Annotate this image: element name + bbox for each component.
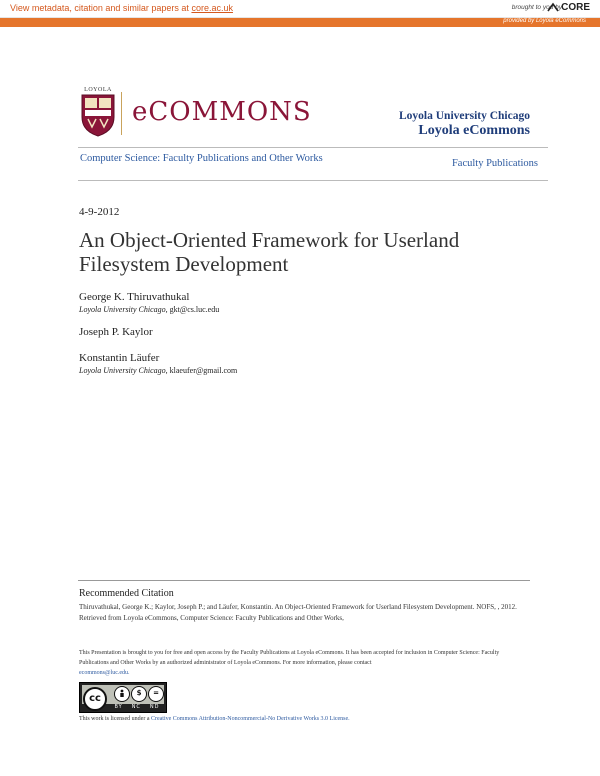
person-icon (116, 688, 128, 700)
collections-bar (78, 147, 548, 181)
brought-by-text: brought to you by (511, 4, 562, 11)
contact-email-link[interactable]: ecommons@luc.edu. (79, 670, 130, 676)
citation-divider (78, 580, 530, 581)
author-email: , gkt@cs.luc.edu (165, 305, 220, 314)
author-email: , klaeufer@gmail.com (165, 366, 238, 375)
author-name: George K. Thiruvathukal (79, 291, 190, 303)
access-notice: This Presentation is brought to you for free and open access by the Faculty Publications at Loyola eCommons. It has been accepted for inclusion in Computer Science: Faculty Publications and Other Works by an authorized administrator of Loyola eCommons. For more information, please contact ecommons@luc.edu. (79, 650, 500, 676)
core-domain-link[interactable]: core.ac.uk (191, 3, 233, 13)
author-name: Konstantin Läufer (79, 352, 160, 364)
collection-link[interactable]: Computer Science: Faculty Publications and Other Works (80, 153, 323, 164)
loyola-shield-icon[interactable] (80, 93, 116, 137)
noderivatives-icon: = (148, 686, 164, 702)
author-name: Joseph P. Kaylor (79, 326, 153, 338)
cc-icon: cc (83, 687, 107, 711)
core-icon (547, 2, 559, 12)
citation-heading: Recommended Citation (79, 588, 174, 599)
publication-date: 4-9-2012 (79, 206, 120, 218)
core-logo[interactable] (547, 2, 590, 13)
author-affiliation: Loyola University Chicago, gkt@cs.luc.edu (79, 305, 220, 314)
author-affiliation: Loyola University Chicago, klaeufer@gmail.com (79, 366, 238, 375)
attribution-icon (114, 686, 130, 702)
core-metadata-link[interactable]: View metadata, citation and similar papers at core.ac.uk (10, 3, 233, 13)
cc-badge-labels: BY NC ND (114, 704, 160, 710)
citation-text: Thiruvathukal, George K.; Kaylor, Joseph P.; and Läufer, Konstantin. An Object-Oriented Framework for Userland Filesystem Development. NOFS, , 2012. Retrieved from Loyola eCommons, Computer Science: Faculty Publications and Other Works, (79, 603, 517, 622)
noncommercial-icon: $ (131, 686, 147, 702)
repository-name[interactable]: Loyola eCommons (418, 123, 530, 138)
faculty-publications-link[interactable]: Faculty Publications (451, 158, 538, 169)
provided-by-text: provided by Loyola eCommons (503, 18, 586, 24)
ecommons-logo[interactable]: eCOMMONS (132, 97, 312, 127)
core-label: CORE (561, 2, 590, 13)
paper-title: An Object-Oriented Framework for Userland Filesystem Development (79, 228, 460, 276)
license-link[interactable]: Creative Commons Attribution-Noncommercial-No Derivative Works 3.0 License. (150, 716, 350, 722)
logo-divider (121, 92, 122, 135)
cc-license-badge[interactable] (79, 682, 167, 713)
institution-name[interactable]: Loyola University Chicago (399, 110, 530, 122)
loyola-logo-word: LOYOLA (84, 87, 112, 93)
license-statement: This work is licensed under a Creative Commons Attribution-Noncommercial-No Derivative Works 3.0 License. (79, 716, 350, 722)
